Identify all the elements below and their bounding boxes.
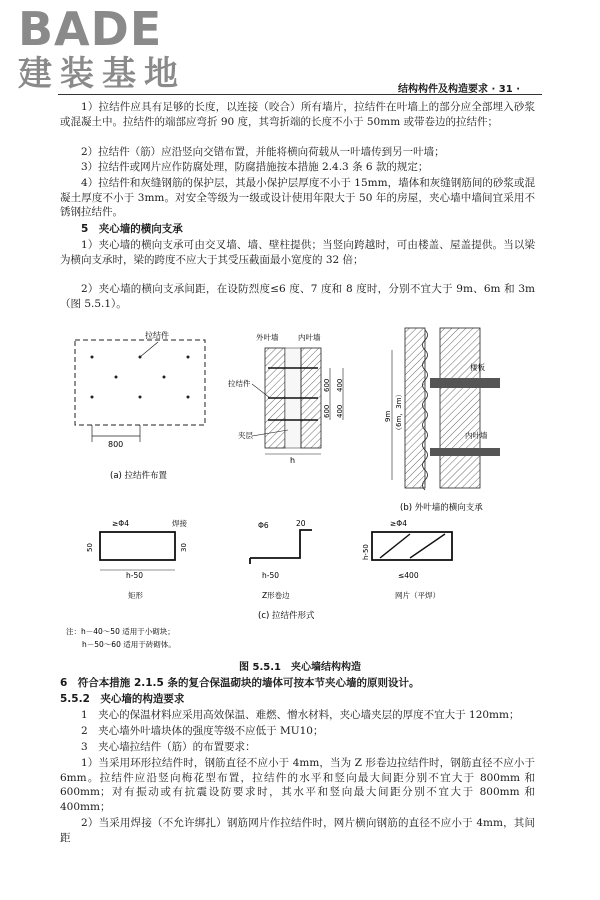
- fig-s-gap: 夹层: [238, 431, 253, 440]
- fig-s-d1: 600: [323, 378, 331, 392]
- fig-s-h: h: [290, 456, 296, 465]
- para-8: 6 符合本措施 2.1.5 条的复合保温砌块的墙体可按本节夹心墙的原则设计。: [60, 677, 420, 689]
- fig-c-h50: h-50: [126, 571, 144, 580]
- fig-c-zname: Z形卷边: [262, 591, 290, 600]
- fig-note-2: h－50～60 适用于砖砌体。: [82, 640, 176, 649]
- para-7: 2）夹心墙的横向支承间距，在设防烈度≤6 度、7 度和 8 度时，分别不宜大于 9m、6m 和 3m（图 5.5.1）。: [60, 283, 535, 310]
- para-5: 5 夹心墙的横向支承: [81, 223, 183, 235]
- fig-c-20: 20: [296, 519, 306, 528]
- para-1: 1）拉结件应具有足够的长度，以连接（咬合）所有墙片，拉结件在叶墙上的部分应全部埋入砂浆或混凝土中。拉结件的端部应弯折 90 度，其弯折端的长度不小于 50mm 或带卷边的拉结件；: [60, 101, 535, 128]
- fig-a-ties: [91, 356, 190, 399]
- header-rule: [58, 94, 542, 95]
- fig-b-6m3m: （6m，3m）: [395, 390, 403, 434]
- fig-c-le400: ≤400: [398, 571, 419, 580]
- page-header: 结构构件及构造要求 · 31 ·: [398, 84, 520, 95]
- fig-s-d2: 400: [336, 378, 344, 392]
- fig-b-9m: 9m: [384, 410, 392, 422]
- fig-c-caption: (c) 拉结件形式: [258, 611, 315, 621]
- logo-sub: 建装基地: [18, 54, 186, 94]
- fig-s-d4: 400: [336, 404, 344, 418]
- para-12: 3 夹心墙拉结件（筋）的布置要求：: [81, 741, 256, 753]
- para-2: 2）拉结件（筋）应沿竖向交错布置，并能将横向荷载从一叶墙传到另一叶墙；: [81, 146, 445, 158]
- fig-a-panel: [75, 340, 205, 425]
- fig-s-outer: 外叶墙: [256, 333, 279, 342]
- para-13: 1）当采用环形拉结件时，钢筋直径不应小于 4mm，当为 Z 形卷边拉结件时，钢筋直径不应小于 6mm。拉结件应沿竖向梅花型布置，拉结件的水平和竖向最大间距分别不宜大于 800mm 和 600mm；对有振动或有抗震设防要求时，其水平和竖向最大间距分别不宜大于 800mm 和 400mm；: [60, 757, 535, 813]
- fig-s-tie: 拉结件: [228, 379, 251, 388]
- fig-c-mesh-phi: ≥Φ4: [390, 519, 407, 528]
- fig-b-floor: 楼板: [470, 363, 485, 372]
- fig-c-30: 30: [180, 543, 188, 552]
- para-4: 4）拉结件和灰缝钢筋的保护层，其最小保护层厚度不小于 15mm，墙体和灰缝钢筋间的砂浆或混凝土厚度不小于 3mm。对安全等级为一级或设计使用年限大于 50 年的房屋，夹心墙中墙间宜采用不锈钢拉结件。: [60, 177, 535, 219]
- logo-main: BADE: [18, 2, 163, 56]
- fig-note-1: 注：h－40～50 适用于小砌块；: [66, 627, 175, 636]
- para-11: 2 夹心墙外叶墙块体的强度等级不应低于 MU10；: [81, 725, 324, 737]
- section-heading: 5.5.2 夹心墙的构造要求: [60, 693, 185, 705]
- fig-c-rect: 矩形: [128, 591, 143, 600]
- logo: [18, 2, 186, 94]
- fig-a-caption: (a) 拉结件布置: [110, 471, 168, 481]
- figure-title: 图 5.5.1 夹心墙结构构造: [239, 662, 361, 673]
- fig-c-50: 50: [86, 543, 94, 552]
- fig-a-label: 拉结件: [145, 331, 169, 340]
- para-10: 1 夹心的保温材料应采用高效保温、难燃、憎水材料，夹心墙夹层的厚度不宜大于 120mm；: [81, 709, 520, 721]
- fig-c-mesh: 网片（平焊）: [395, 591, 440, 600]
- fig-b-caption: (b) 外叶墙的横向支承: [400, 503, 483, 513]
- fig-c-h50b: h-50: [362, 544, 370, 560]
- fig-s-d3: 600: [323, 404, 331, 418]
- para-6: 1）夹心墙的横向支承可由交叉墙、墙、壁柱提供；当竖向跨越时，可由楼盖、屋盖提供。当以梁为横向支承时，梁的跨度不应大于其受压截面最小宽度的 32 倍；: [60, 239, 535, 266]
- fig-c-weld: 焊接: [172, 519, 187, 528]
- fig-b-inner: 内叶墙: [465, 431, 488, 440]
- fig-c-phi4: ≥Φ4: [112, 519, 129, 528]
- fig-c-h50-z: h-50: [262, 571, 280, 580]
- fig-a-dim: 800: [108, 440, 124, 449]
- fig-c-phi6: Φ6: [258, 521, 269, 530]
- figure-5-5-1: [0, 320, 600, 665]
- para-3: 3）拉结件或网片应作防腐处理，防腐措施按本措施 2.4.3 条 6 款的规定；: [81, 161, 429, 173]
- fig-s-inner: 内叶墙: [298, 333, 321, 342]
- para-14: 2）当采用焊接（不允许绑扎）钢筋网片作拉结件时，网片横向钢筋的直径不应小于 4mm，其间距: [60, 817, 535, 844]
